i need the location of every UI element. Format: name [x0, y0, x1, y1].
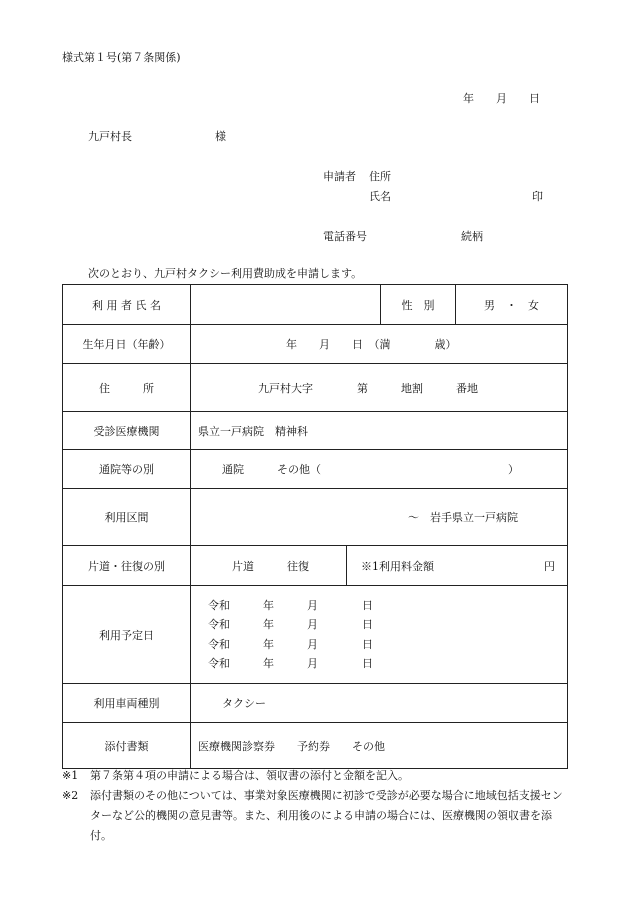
fare-field[interactable] — [347, 546, 568, 586]
schedule-date-row: 令和 年 月 日 — [208, 618, 373, 631]
footnote-mark: ※1 — [62, 769, 79, 782]
trip-value: 片道 往復 — [232, 559, 309, 573]
application-table — [62, 284, 568, 769]
gender-label: 性 別 — [381, 285, 456, 325]
attachments-value: 医療機関診察券 予約券 その他 — [198, 739, 385, 753]
footnotes — [62, 766, 567, 846]
visit-type-value: 通院 その他（ ） — [222, 463, 519, 476]
schedule-date-row: 令和 年 月 日 — [208, 657, 373, 670]
section-label: 利用区間 — [63, 489, 191, 546]
user-name-field[interactable] — [191, 285, 381, 325]
footnote-mark: ※2 — [62, 789, 79, 802]
date-line: 年 月 日 — [463, 92, 540, 105]
gender-options[interactable]: 男 ・ 女 — [456, 285, 568, 325]
applicant-label: 申請者 — [323, 170, 356, 183]
vehicle-value: タクシー — [222, 697, 266, 710]
visit-type-label: 通院等の別 — [63, 450, 191, 489]
footnote-text: 添付書類のその他については、事業対象医療機関に初診で受診が必要な場合に地域包括支援センターなど公的機関の意見書等。また、利用後のによる申請の場合には、医療機関の領収書を添付。 — [90, 789, 563, 842]
addressee: 九戸村長 — [88, 130, 132, 143]
hospital-value: 県立一戸病院 精神科 — [198, 424, 308, 438]
address-label: 住所 — [369, 170, 391, 183]
address-row-label: 住 所 — [63, 364, 191, 412]
trip-label: 片道・往復の別 — [63, 546, 191, 586]
attachments-label: 添付書類 — [63, 723, 191, 769]
intro-text: 次のとおり、九戸村タクシー利用費助成を申請します。 — [88, 267, 363, 280]
fare-unit: 円 — [544, 559, 556, 573]
birth-value: 年 月 日 （満 歳） — [286, 338, 457, 351]
trip-field[interactable] — [191, 546, 347, 586]
schedule-date-row: 令和 年 月 日 — [208, 598, 373, 612]
footnote-2 — [62, 786, 567, 846]
honorific: 様 — [215, 130, 226, 143]
relation-label: 続柄 — [461, 230, 483, 243]
footnote-text: 第７条第４項の申請による場合は、領収書の添付と金額を記入。 — [90, 769, 409, 782]
phone-label: 電話番号 — [323, 230, 367, 243]
address-value: 九戸村大字 第 地割 番地 — [258, 381, 478, 395]
hospital-field[interactable] — [191, 412, 568, 450]
schedule-field[interactable] — [191, 586, 568, 684]
address-field[interactable] — [191, 364, 568, 412]
seal-mark: 印 — [532, 190, 543, 203]
schedule-label: 利用予定日 — [63, 586, 191, 684]
vehicle-field[interactable] — [191, 684, 568, 723]
vehicle-label: 利用車両種別 — [63, 684, 191, 723]
user-name-label: 利 用 者 氏 名 — [63, 285, 191, 325]
birth-label: 生年月日（年齢） — [63, 325, 191, 364]
hospital-label: 受診医療機関 — [63, 412, 191, 450]
fare-label: ※1利用料金額 — [361, 559, 434, 573]
section-field[interactable] — [191, 489, 568, 546]
section-value: ～ 岩手県立一戸病院 — [408, 511, 518, 524]
attachments-field[interactable] — [191, 723, 568, 769]
name-label: 氏名 — [369, 190, 391, 203]
footnote-1 — [62, 766, 567, 786]
form-number: 様式第１号(第７条関係) — [62, 51, 181, 64]
schedule-date-row: 令和 年 月 日 — [208, 637, 373, 651]
visit-type-field[interactable] — [191, 450, 568, 489]
birth-field[interactable] — [191, 325, 568, 364]
